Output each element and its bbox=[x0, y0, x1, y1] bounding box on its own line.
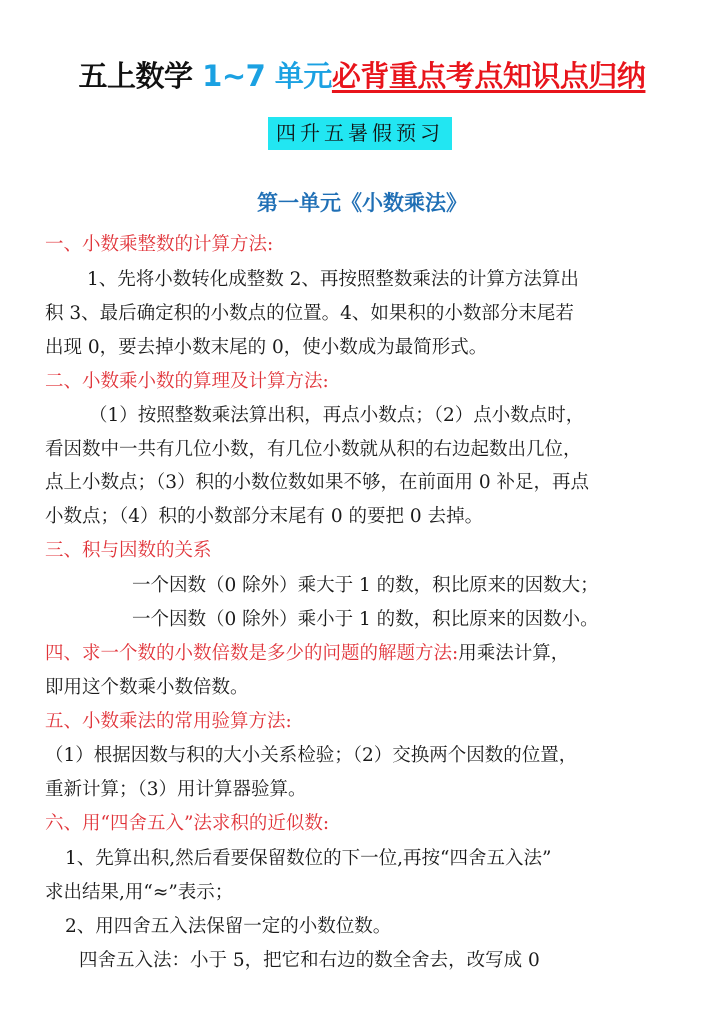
section-3-line-1: 一个因数（0 除外）乘大于 1 的数，积比原来的因数大； bbox=[132, 575, 599, 596]
section-1-line-2: 积 3、最后确定积的小数点的位置。4、如果积的小数部分末尾若 bbox=[45, 303, 574, 324]
title-grade: 五上数学 bbox=[78, 59, 203, 93]
title-units: 1~7 单元 bbox=[202, 59, 332, 93]
section-heading-4: 四、求一个数的小数倍数是多少的问题的解题方法: bbox=[45, 643, 459, 664]
section-6-line-4: 四舍五入法：小于 5，把它和右边的数全舍去，改写成 0 bbox=[79, 950, 540, 971]
section-heading-5: 五、小数乘法的常用验算方法: bbox=[45, 711, 292, 732]
section-2-line-4: 小数点；（4）积的小数部分末尾有 0 的要把 0 去掉。 bbox=[45, 506, 484, 527]
section-6-line-2: 求出结果,用“≈”表示； bbox=[45, 882, 234, 903]
section-2-line-2: 看因数中一共有几位小数，有几位小数就从积的右边起数出几位， bbox=[45, 439, 582, 460]
title-topic: 必背重点考点知识点归纳 bbox=[331, 59, 646, 93]
section-6-line-1: 1、先算出积,然后看要保留数位的下一位,再按“四舍五入法” bbox=[65, 848, 552, 869]
section-heading-3: 三、积与因数的关系 bbox=[45, 540, 212, 561]
unit-title: 第一单元《小数乘法》 bbox=[257, 191, 467, 215]
section-2-line-1: （1）按照整数乘法算出积，再点小数点；（2）点小数点时， bbox=[89, 405, 585, 426]
section-6-line-3: 2、用四舍五入法保留一定的小数位数。 bbox=[65, 916, 392, 937]
subtitle-banner: 四升五暑假预习 bbox=[268, 117, 452, 150]
section-1-line-3: 出现 0，要去掉小数末尾的 0，使小数成为最简形式。 bbox=[45, 337, 488, 358]
section-4-line-1: 即用这个数乘小数倍数。 bbox=[45, 677, 249, 698]
main-title bbox=[0, 56, 724, 96]
section-heading-1: 一、小数乘整数的计算方法: bbox=[45, 234, 274, 255]
section-heading-4-row bbox=[45, 639, 569, 669]
section-heading-2: 二、小数乘小数的算理及计算方法: bbox=[45, 371, 329, 392]
section-1-line-1: 1、先将小数转化成整数 2、再按照整数乘法的计算方法算出 bbox=[87, 269, 579, 290]
section-5-line-2: 重新计算；（3）用计算器验算。 bbox=[45, 779, 307, 800]
section-heading-6: 六、用“四舍五入”法求积的近似数: bbox=[45, 813, 330, 834]
section-4-heading-tail: 用乘法计算， bbox=[458, 643, 570, 664]
section-3-line-2: 一个因数（0 除外）乘小于 1 的数，积比原来的因数小。 bbox=[132, 609, 599, 630]
section-5-line-1: （1）根据因数与积的大小关系检验；（2）交换两个因数的位置， bbox=[45, 745, 578, 766]
section-2-line-3: 点上小数点；（3）积的小数位数如果不够，在前面用 0 补足，再点 bbox=[45, 472, 590, 493]
